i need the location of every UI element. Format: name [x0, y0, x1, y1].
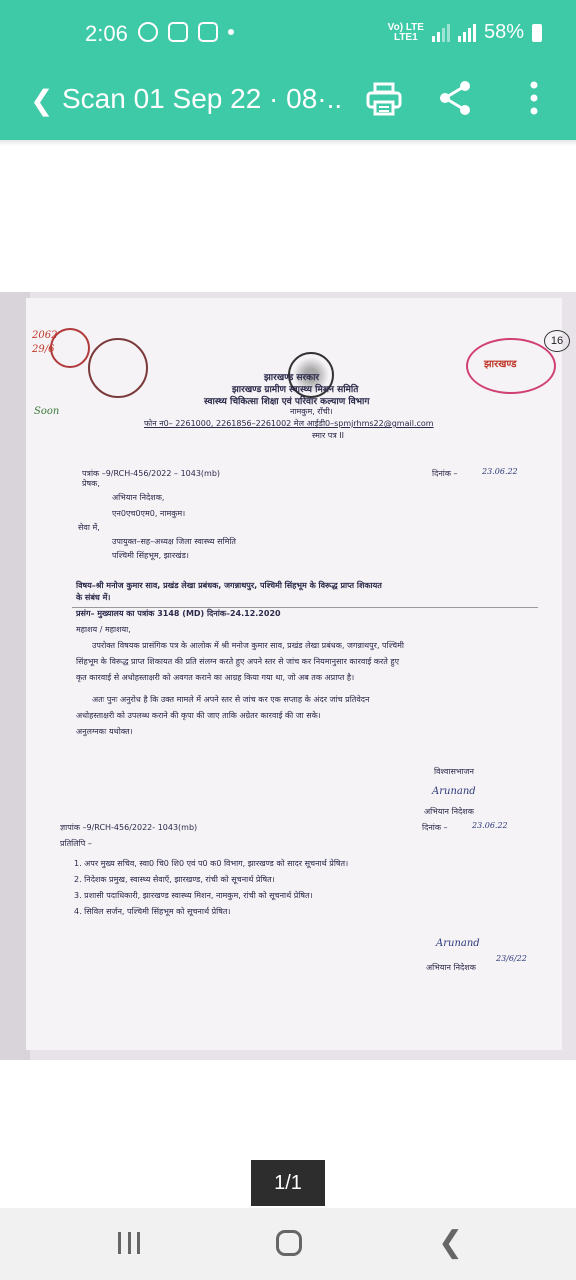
memo-number: ज्ञापांक –9/RCH-456/2022- 1043(mb) [60, 823, 198, 832]
body-line3: कृत कारवाई से अधोहस्ताक्षरी को अवगत कराने का आग्रह किया गया था, जो अब तक अप्राप्त है। [76, 673, 355, 682]
body-line5: अधोहस्ताक्षरी को उपलब्ध कराने की कृपा की जाए ताकि अग्रेतर कारवाई की जा सके। [76, 711, 321, 720]
status-right [388, 21, 542, 44]
signal-icon [432, 24, 450, 42]
sender-office: एन0एच0एम0, नामकुम। [112, 509, 186, 518]
stamp-date: 29/6 [32, 344, 55, 355]
header-reminder: स्मार पत्र II [312, 431, 345, 440]
signer-title: अभियान निदेशक [424, 807, 474, 816]
news-notification-icon [168, 22, 188, 42]
copy-item: 1. अपर मुख्य सचिव, स्वा0 चि0 शि0 एवं प0 क0 विभाग, झारखण्ड को सादर सूचनार्थ प्रेषित। [74, 859, 349, 868]
header-mission: झारखण्ड ग्रामीण स्वास्थ्य मिशन समिति [232, 385, 359, 395]
sender-name: अभियान निदेशक, [112, 493, 165, 502]
copy-label: प्रतिलिपि – [60, 839, 92, 848]
body-line1: उपरोक्त विषयक प्रासंगिक पत्र के आलोक में श्री मनोज कुमार साव, प्रखंड लेखा प्रबंधक, जगन्नाथपुर, पश्चिमी [92, 641, 404, 650]
document-paper [26, 298, 562, 1050]
signature-1: Arunand [432, 786, 476, 797]
subject-line1: विषय–श्री मनोज कुमार साव, प्रखंड लेखा प्रबंधक, जगन्नाथपुर, पश्चिमी सिंहभूम के विरूद्ध प्राप्त शिकायत [76, 581, 382, 590]
back-icon[interactable]: ❮ [30, 85, 54, 116]
to-label: सेवा में, [78, 523, 100, 532]
scanned-document[interactable] [0, 292, 576, 1060]
ref-number: पत्रांक –9/RCH-456/2022 – 1043(mb) [82, 469, 221, 478]
signature-2: Arunand [436, 938, 480, 949]
reference-line: प्रसंग– मुख्यालय का पत्रांक 3148 (MD) दिनांक–24.12.2020 [76, 609, 281, 618]
signal-2-icon [458, 24, 476, 42]
copy-item: 2. निदेशक प्रमुख, स्वास्थ्य सेवाएँ, झारखण्ड, रांची को सूचनार्थ प्रेषित। [74, 875, 275, 884]
body-line2: सिंहभूम के विरूद्ध प्राप्त शिकायत की प्रति संलग्न करते हुए अपने स्तर से जांच कर नियमानुसार कारवाई करते हुए [76, 657, 400, 666]
more-icon[interactable] [524, 80, 544, 116]
signer-title-2: अभियान निदेशक [426, 963, 476, 972]
header-place: नामकुम, राँची। [290, 407, 333, 416]
status-time: 2:06 [85, 21, 128, 46]
app-notification-icon [138, 22, 158, 42]
battery-percent: 58% [483, 21, 524, 43]
date-value: 23.06.22 [482, 467, 518, 476]
print-icon[interactable] [366, 82, 402, 116]
jharkhand-logo-text: झारखण्ड [484, 359, 517, 370]
recipient-line1: उपायुक्त–सह–अध्यक्ष जिला स्वास्थ्य समिति [112, 537, 236, 546]
recipient-line2: पश्चिमी सिंहभूम, झारखंड। [112, 551, 189, 560]
toolbar-shadow [0, 140, 576, 146]
app-toolbar [0, 68, 576, 140]
memo-date-value: 23.06.22 [472, 821, 508, 830]
body-line4: अतः पुनः अनुरोध है कि उक्त मामले में अपने स्तर से जांच कर एक सप्ताह के अंदर जांच प्रतिवेदन [92, 695, 370, 704]
notification-icons [138, 22, 234, 42]
memo-date-label: दिनांक – [422, 823, 448, 832]
health-mission-logo [88, 338, 148, 398]
copy-item: 4. सिविल सर्जन, पश्चिमी सिंहभूम को सूचनार्थ प्रेषित। [74, 907, 231, 916]
yours-faithfully: विश्वासभाजन [434, 767, 474, 776]
more-notifications-dot-icon [228, 29, 234, 35]
document-title: Scan 01 Sep 22 · 08·.. [62, 83, 343, 114]
network-sub-label: LTE1 [393, 31, 418, 43]
header-dept: स्वास्थ्य चिकित्सा शिक्षा एवं परिवार कल्याण विभाग [204, 397, 370, 407]
date-label: दिनांक – [432, 469, 458, 478]
system-nav-bar [0, 1208, 576, 1280]
handwritten-note: Soon [34, 406, 60, 417]
page-mark: 16 [544, 330, 570, 352]
stamp-number: 2062 [32, 330, 58, 341]
copy-item: 3. प्रशासी पदाधिकारी, झारखण्ड स्वास्थ्य मिशन, नामकुम, रांची को सूचनार्थ प्रेषित। [74, 891, 313, 900]
enclosure: अनुलग्नकः यथोक्त। [76, 727, 133, 736]
home-icon[interactable] [276, 1230, 302, 1256]
salutation: महाशय / महाशया, [76, 625, 131, 634]
battery-icon [532, 24, 542, 42]
back-nav-icon[interactable]: ❮ [438, 1226, 464, 1259]
status-bar [0, 0, 576, 68]
sender-label: प्रेषक, [82, 479, 100, 488]
header-contact: फोन न0– 2261000, 2261856–2261002 मेल आईडी0–spmjrhms22@gmail.com [144, 419, 434, 428]
signature-2-date: 23/6/22 [496, 954, 527, 963]
subject-line2: के संबंध में। [76, 593, 111, 602]
network-label: Vo) LTE [387, 21, 424, 33]
share-icon[interactable] [438, 80, 472, 116]
recent-apps-icon[interactable] [118, 1232, 140, 1254]
header-govt: झारखण्ड सरकार [264, 373, 320, 383]
voicemail-icon [198, 22, 218, 42]
page-indicator: 1/1 [251, 1160, 325, 1206]
network-indicator [388, 23, 424, 43]
